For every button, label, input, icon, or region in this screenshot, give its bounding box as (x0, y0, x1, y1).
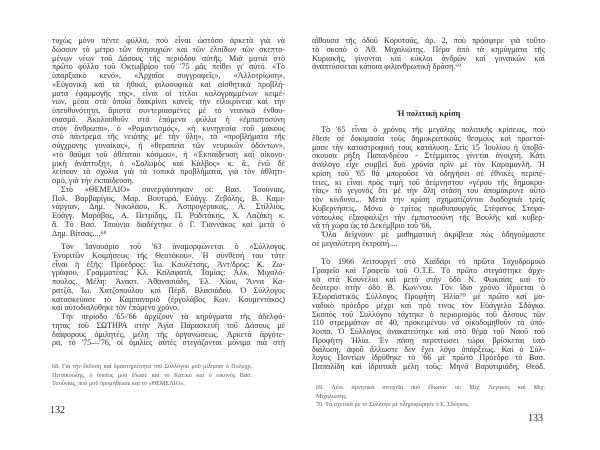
text-line: τειες, κι εἶναι πρὸς τιμὴ τοῦ ἀείμνηστου «γέρου τῆς δημοκρα- (312, 177, 545, 187)
text-line: μένων νέων τοῦ Δάσους τῆς περιόδου αὐτῆς. Μιὰ ματιὰ στὸ (52, 53, 285, 63)
text-line: ἔθεσε σὲ δοκιμασία τοὺς δημοκρατικοὺς θεσμοὺς καὶ προετοί- (312, 133, 545, 143)
paragraph (312, 258, 545, 372)
paragraph (312, 126, 545, 231)
page-number: 132 (50, 405, 65, 416)
text-line: Σκοπὸς τοῦ Συλλόγου τάχτηκε ὁ περιορισμὸς τοῦ ἄλσους τῶν (312, 309, 545, 319)
text-line: μασε τὴν καταστροφική τους κατάλυση. Στὶς 15 Ἰουλίου ἡ ὑποβό- (312, 142, 545, 152)
text-line: Ὅλα δείχνουν μὲ μαθηματικὴ ἀκρίβεια πὼς ὁδηγούμαστε (321, 230, 545, 239)
paragraph (52, 186, 285, 239)
text-line: ἄ. Τὸ Βασ. Τσούνια διαδέχτηκε ὁ Γ. Γιαννάκος καὶ μετὰ ὁ (52, 219, 285, 229)
text-line: Τὴν περίοδο '65-'66 ἀρχίζουν τὰ κηρύγματα τῆς ἀδελφό- (61, 312, 285, 321)
text-line: στὸ πάντρεμα τῆς νειότης μὲ τὴν ὕλη», τὰ «προβλήματα τῆς (52, 132, 285, 142)
text-line: ὑπαρξιακὸ κενό», «Ἀρχαῖοι συγγραφεῖς», «Ἀλλοτρίωση», (52, 71, 285, 80)
text-line: δώσουν τὸ μέτρο τῶν ἀνησυχιῶν καὶ τῶν ἐλπίδων τῶν σκεπτο- (52, 44, 285, 54)
text-line: 70. Τὰ σχετικὰ με τὸ Σύλλογο μὲ πληροφόρησε ὁ Ε. Σδόγκος. (316, 401, 470, 409)
text-line: μικὴ ἀνάπτυξη», ὁ «Σολωμὸς καὶ Κάλβος» κ. ἄ., ἐνῶ δὲ (52, 158, 285, 168)
text-line: ὑπευθυνότητα, ἄριστα συντεριασμένες μὲ τὸ νεανικὸ ἐνθου- (52, 106, 285, 115)
text-line: Γραφεῖο καὶ Γραφεῖο τοῦ Ο.Τ.Ε. Τὸ πρῶτο στεγάστηκε ἀρχι- (312, 265, 545, 275)
text-line: ἀναπτύσσεται κάποια φιλανθρωπικὴ δράση.⁶⁹ (312, 62, 461, 72)
text-line: Εὐάγγ. Μαράβας, Α. Πετρίδης, Π. Ροδιτάκης, Χ. Λαζάκη κ. (52, 211, 285, 220)
text-line: ρα, τὸ '75—'76, οἱ ὁμιλίες αὐτὲς στεγάζονται μόνιμα πιὰ στὴ (52, 338, 285, 348)
body-text-block (52, 243, 285, 348)
text-line: «Εὐγονικὴ καὶ τὰ ἠθικά, φιλοσοφικὰ καὶ αἰσθητικὰ προβλή- (52, 79, 285, 89)
text-line: σιασμό. Ἀκολουθοῦν στὰ ἑπόμενα φύλλα ἡ «ἐμπιστοσύνη (52, 114, 285, 124)
body-text-block (312, 37, 545, 72)
text-line: δεύτερο στὴν ὁδὸ Β. Κων/νου. Τὸν ἴδιο χρόνο ἱδρύεται ὁ (312, 283, 545, 293)
text-line: διάφορους ὁμιλητές, μέλη τῆς ὀργανώσεως. Ἀρκετὰ ἀργότε- (52, 329, 285, 339)
text-line: λογος Ποντίων ἱδρύθηκε τὸ '66 μὲ πρῶτο Πρόεδρο τὸ Βασ. (312, 353, 545, 363)
text-line: Τσούνιας, ποὺ μοῦ προμήθευσε καὶ τὸ «ΘΕΜΕΛΙΟ». (52, 380, 185, 388)
text-line: πρῶτο φύλλο τοῦ Ὀκτωβρίου τοῦ '75 μᾶς πείθει γι' αὐτό. «Τὸ (52, 62, 285, 72)
text-line: 69. Λένε ἀρνητικὰ στοιχεῖα ποὺ ἔδωσαν οἱ: Μιχ. Λεγακὸς καὶ Μιχ. (316, 384, 545, 391)
text-line: Προφήτη Ἠλία. Ἐν πάσῃ περιπτώσει τώρα βρίσκεται ὑπὸ (312, 335, 545, 345)
text-line: γράφου, Γραμματέας: Κλ. Καλαφατᾶ, Ταμίας: Ἀλκ. Μιχαλό- (52, 268, 285, 278)
text-line: σύγχρονης γυναίκας», ἡ «θεραπεία τῶν νευρικῶν ὀδόντων», (52, 141, 285, 150)
text-line: νᾶ τὴ χώρα ὡς τὸ Δεκέμβριο τοῦ '66. (312, 221, 432, 231)
footnote (316, 384, 545, 401)
body-text-block (312, 126, 545, 249)
text-line: Τὸ '65 εἶναι ὁ χρόνος τῆς μεγάλης πολιτικῆς κρίσεως, ποὺ (321, 125, 545, 134)
text-line: ἀνάλογο εἶχε συμβεῖ δυὸ χρόνια πρὶν μὲ τὸν Καραμανλῆ. Ἡ (312, 160, 545, 169)
text-line: Κυριακῆς, γίνονται καὶ κύκλοι ἀνδρῶν καὶ γυναικῶν καὶ (312, 53, 545, 63)
text-line: νων, μέσα στὰ ὁποῖα διακρίνει κανεὶς τὴν εἰλικρίνεια καὶ τὴν (52, 97, 285, 107)
text-line: καὶ αὐτοδιαλύθηκε τὸν ἑπόμενο χρόνο. (52, 303, 180, 313)
text-line: λείπουν τὰ σχόλια γιὰ τὰ τοπικὰ προβλήματα, γιὰ τὸν ἀθλητι- (52, 167, 285, 177)
text-line: Παπαλίδη καὶ ἱδρυτικὰ μέλη τούς: Μηνᾶ Βαρυτιμιάδη, Θεόδ. (312, 362, 545, 371)
text-line: Στὸ «ΘΕΜΕΛΙΟ» συνεργάστηκαν οἱ: Βασ. Τσούνιας, (61, 184, 285, 194)
section-heading: Ἡ πολιτικὴ κρίση (396, 109, 461, 118)
text-line: Πολ. Βαρβαρίγος, Μαρ. Βουτυρά, Εὐάγγ. Ζεβόλης, Β. Καμι- (52, 193, 285, 203)
text-line: τυχὼς μόνο πέντε φύλλα, ποὺ εἶναι ὡστόσο ἀρκετὰ γιὰ νὰ (52, 36, 285, 45)
page-number: 133 (528, 413, 543, 424)
text-line: Ἐνοριτῶν Κοιμήσεως τῆς Θεοτόκου». Ἡ σύνθεσή του τότε (52, 250, 285, 260)
footnotes (52, 363, 252, 389)
text-line: στὸν ἄνθρωπο», ὁ «Ρομαντισμός», «ἡ κυνηγεσία τοῦ μάκους (52, 123, 285, 133)
text-line: κὰ στὰ Κουνέλια καὶ μετὰ στὴν ὁδὸ Ν. Φωκαίας καὶ τὸ (312, 274, 545, 284)
text-line: εἶναι ἡ ἑξῆς: Πρόεδρος: Ἰω. Κουλέτσης, Ἀντ/δρος: Κ. Ζω- (52, 259, 285, 269)
text-line: Τὸν Ἰανουάριο τοῦ '63 ἀναμορφώνεται ὁ «Σύλλογος (61, 242, 285, 251)
text-line: νάργιαν, Δημ. Νικολάου, Κ. Ἀσπρογέρακας, Α. Στίλλιος, (52, 202, 285, 212)
text-line: 110 στρεμμάτων σὲ 40, προκειμένου νὰ οἰκοδομηθοῦν τὰ ὑπό- (312, 318, 545, 328)
text-line: «τὸ θαῦμα τοῦ ἀθέατου κόσμου», ἡ «Ἐκπαίδευση καὶ οἰκονο- (52, 149, 285, 159)
text-line: νόπουλος ἐξασφαλίζει τὴν ἐμπιστοσύνη τῆς Βουλῆς καὶ κυβερ- (312, 212, 545, 222)
paragraph (312, 37, 545, 72)
text-line: τητας τοῦ ΣΩΤΗΡΑ στὴν Ἁγία Παρασκευὴ τοῦ Δάσους μὲ (52, 320, 285, 330)
text-line: Τὸ 1966 λειτουργεῖ στὸ Χαϊδάρι τὸ πρῶτο Ταχυδρομικὸ (321, 257, 545, 266)
text-line: ματα ἐφαρμογῆς της», εἶναι οἱ τίτλοι καλογραμμένων κειμέ- (52, 88, 285, 98)
text-line: σὲ μεγαλύτερη ἐκτροπή.... (312, 238, 398, 248)
paragraph (312, 231, 545, 249)
paragraph (52, 37, 285, 186)
text-line: Μιχαλιώτης. (316, 392, 348, 400)
text-line: λοιπα. Ὁ Σύλλογος ἀνακατεύτηκε καὶ στὸ θέμα τοῦ Ναοῦ τοῦ (312, 327, 545, 336)
text-line: ρατζᾶ, Ἰω. Χατζοπούλου καὶ Πέρδ. Βλασιάδου. Ὁ Σύλλογος (52, 285, 285, 295)
text-line: κατασκεύασε τὸ Καμπαναριὸ (ἐργολάβος Κων. Κουμεντάκος) (52, 294, 285, 304)
text-line: αἴθουσα τῆς ὁδοῦ Κορυτσᾶς, ἀρ. 2, ποὺ πρόσφερε γιὰ τοῦτο (312, 36, 545, 45)
text-line: τίας» τὸ γεγονὸς ὅτι μὲ τὴν ὅλη στάση του ἀπομάκρυνε αὐτὸ (312, 186, 545, 196)
text-line: κρίση τοῦ '65 θὰ μποροῦσε νὰ ὁδηγήσει σὲ ἐθνικὲς περιπέ- (312, 168, 545, 178)
right-page (300, 0, 600, 450)
footnotes (316, 384, 545, 410)
text-line: τὸν κίνδυνο... Μετὰ τὴν κρίση σχηματίζονται διαδοχικὰ τρεῖς (312, 195, 545, 204)
text-line: Ἐξωραϊστικὸς Σύλλογος Προφήτη Ἠλία⁷⁰ μὲ πρῶτο καὶ μο- (312, 292, 545, 301)
footnote (316, 401, 545, 410)
text-line: ναδικὸ πρόεδρο μέχρι καὶ πρὸ τινος τὸν Εὐάγγελο Σδόγκο. (312, 300, 545, 310)
text-line: Κυβερνήσεις. Μόνο ὁ τρίτος πρωθυπουργὸς Στέφανος Στεφα- (312, 203, 545, 213)
text-line: σκουσα ρήξη Παπανδρέου - Στέμματος γίνεται ἀνοιχτή. Κάτι (312, 151, 545, 161)
text-line: τὸ σκοπὸ ὁ Ἀθ. Μιχαλιώτης. Πέρα ἀπὸ τὰ κηρύγματα τῆς (312, 44, 545, 54)
body-text-block (52, 37, 285, 238)
text-line: πουλος. Μέλη: Ἀναστ. Ἀθανασιάδη, Ἑλ. Χίου, Ἄννα Κα- (52, 277, 285, 286)
text-line: Πιτσικούλης, ὁ ὁποῖος μοῦ ἔδωσε καὶ τὸ Κατ/κὸ καὶ ὁ οἰκονὸς Βασ. (52, 371, 252, 379)
text-line: σμό, γιὰ τὴν ἐκπαίδευση. (52, 176, 134, 185)
body-text-block (312, 258, 545, 372)
text-line: 68. Γιὰ τὴν ἔκδοση καὶ δραστηριότητα τοῦ Συλλόγου μοῦ μίλησαν ὁ Πολυχρ. (52, 363, 252, 370)
text-line: διάλυση, ἀφοῦ ἄλλωστε δὲν ἔχει λόγο ὑπάρξεως. Καὶ ὁ Σύλ- (312, 344, 545, 354)
text-line: Δημ. Βίτσας....⁶⁸ (52, 228, 107, 238)
footnote (52, 363, 252, 389)
paragraph (52, 243, 285, 313)
paragraph (52, 313, 285, 348)
